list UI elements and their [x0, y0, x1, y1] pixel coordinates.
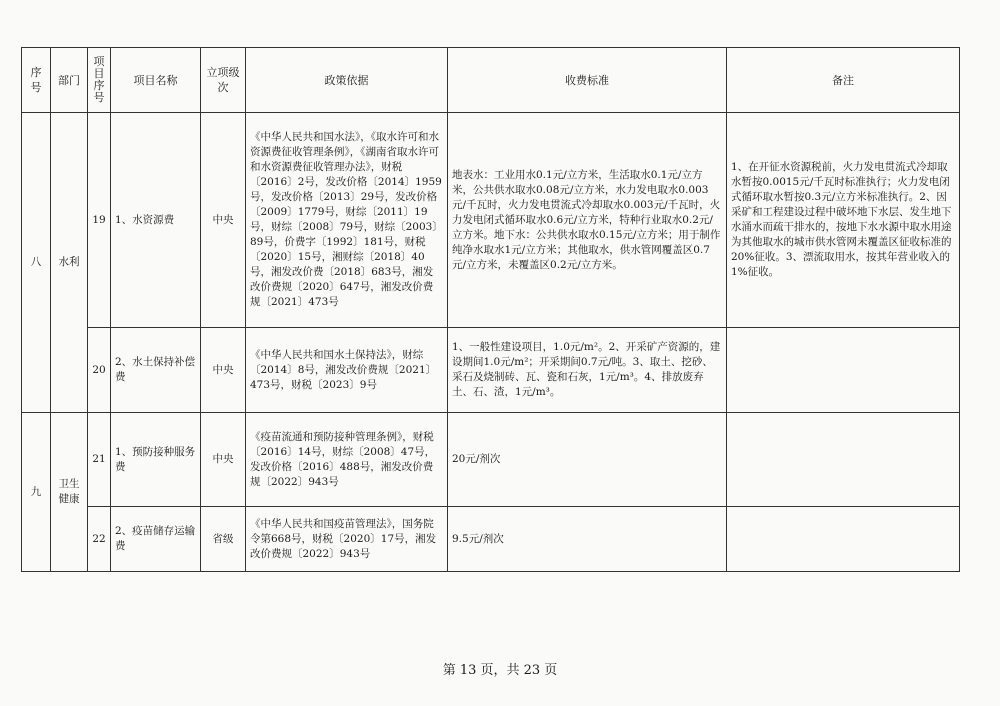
cell-remark: 1、在开征水资源税前，火力发电贯流式冷却取水暂按0.0015元/千瓦时标准执行；火力发电闭式循环取水暂按0.3元/立方米标准执行。2、因采矿和工程建设过程中破坏地下水层、发生地下水涌水而疏干排水的，按地下水水源中取水用途为其他取水的城市供水管网未覆盖区征收标准的20%征收。3、漂流取用水，按其年营业收入的1%征收。	[727, 113, 960, 328]
cell-name: 1、水资源费	[111, 113, 201, 328]
cell-policy: 《中华人民共和国疫苗管理法》，国务院令第668号，财税〔2020〕17号，湘发改价费规〔2022〕943号	[246, 507, 448, 572]
cell-dept: 卫生健康	[51, 413, 88, 572]
fee-table	[21, 47, 960, 572]
header-item-seq: 项目序号	[88, 48, 111, 113]
cell-dept: 水利	[51, 113, 88, 413]
cell-standard: 20元/剂次	[448, 413, 727, 507]
cell-level: 省级	[201, 507, 246, 572]
cell-standard: 9.5元/剂次	[448, 507, 727, 572]
cell-level: 中央	[201, 413, 246, 507]
header-remark: 备注	[727, 48, 960, 113]
cell-standard: 地表水：工业用水0.1元/立方米，生活取水0.1元/立方米，公共供水取水0.08元/立方米，水力发电取水0.003元/千瓦时，火力发电贯流式冷却取水0.003元/千瓦时，火力发电闭式循环取水0.6元/立方米，特种行业取水0.2元/立方米。地下水：公共供水取水0.15元/立方米；用于制作纯净水取水1元/立方米；其他取水，供水管网覆盖区0.7元/立方米，未覆盖区0.2元/立方米。	[448, 113, 727, 328]
table-row	[22, 507, 960, 572]
cell-name: 2、水土保持补偿费	[111, 328, 201, 413]
header-item-name: 项目名称	[111, 48, 201, 113]
page-footer: 第 13 页，共 23 页	[442, 663, 558, 678]
table-row	[22, 413, 960, 507]
cell-num: 22	[88, 507, 111, 572]
cell-policy: 《疫苗流通和预防接种管理条例》，财税〔2016〕14号，财综〔2008〕47号，发改价格〔2016〕488号，湘发改价费规〔2022〕943号	[246, 413, 448, 507]
header-dept: 部门	[51, 48, 88, 113]
cell-name: 2、疫苗储存运输费	[111, 507, 201, 572]
cell-num: 19	[88, 113, 111, 328]
cell-policy: 《中华人民共和国水法》，《取水许可和水资源费征收管理条例》，《湖南省取水许可和水资源费征收管理办法》，财税〔2016〕2号，发改价格〔2014〕1959号，发改价格〔2013〕29号，发改价格〔2009〕1779号，财综〔2011〕19号，财综〔2008〕79号，财综〔2003〕89号，价费字〔1992〕181号，财税〔2020〕15号，湘财综〔2018〕40号，湘发改价费〔2018〕683号，湘发改价费规〔2020〕647号，湘发改价费规〔2021〕473号	[246, 113, 448, 328]
cell-remark	[727, 328, 960, 413]
cell-standard: 1、一般性建设项目，1.0元/m²。2、开采矿产资源的，建设期间1.0元/m²；开采期间0.7元/吨。3、取土、挖砂、采石及烧制砖、瓦、瓷和石灰，1元/m³。4、排放废弃土、石、渣，1元/m³。	[448, 328, 727, 413]
cell-remark	[727, 507, 960, 572]
header-level: 立项级次	[201, 48, 246, 113]
table-row	[22, 328, 960, 413]
cell-seq: 九	[22, 413, 51, 572]
cell-num: 20	[88, 328, 111, 413]
header-standard: 收费标准	[448, 48, 727, 113]
cell-remark	[727, 413, 960, 507]
cell-name: 1、预防接种服务费	[111, 413, 201, 507]
header-policy: 政策依据	[246, 48, 448, 113]
cell-seq: 八	[22, 113, 51, 413]
table-header-row	[22, 48, 960, 113]
header-seq: 序号	[22, 48, 51, 113]
table-row	[22, 113, 960, 328]
cell-policy: 《中华人民共和国水土保持法》，财综〔2014〕8号，湘发改价费规〔2021〕473号，财税〔2023〕9号	[246, 328, 448, 413]
cell-level: 中央	[201, 328, 246, 413]
cell-num: 21	[88, 413, 111, 507]
cell-level: 中央	[201, 113, 246, 328]
